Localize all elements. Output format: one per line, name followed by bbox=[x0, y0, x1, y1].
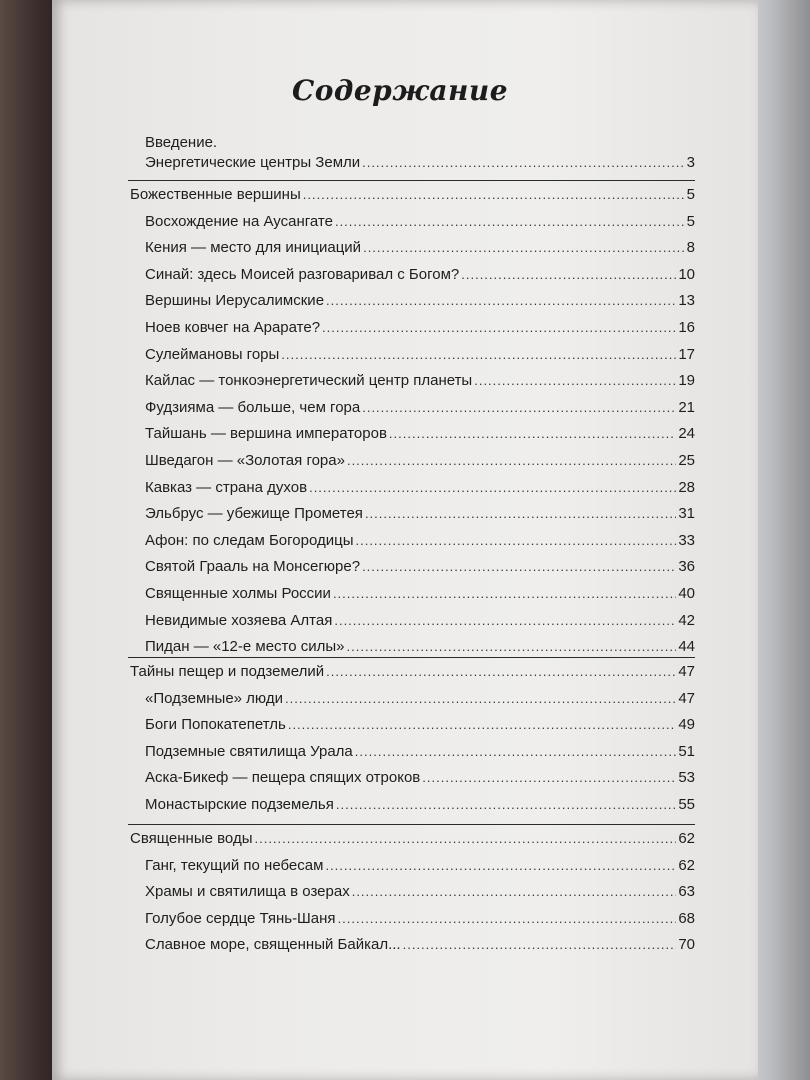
toc-page-number: 42 bbox=[678, 611, 695, 629]
toc-page-number: 31 bbox=[678, 505, 695, 523]
toc-entry-title: Кайлас — тонкоэнергетический центр планеты bbox=[145, 372, 473, 390]
toc-entry[interactable] bbox=[145, 690, 695, 707]
toc-page-number: 24 bbox=[678, 425, 695, 443]
toc-page-number: 51 bbox=[678, 742, 695, 760]
toc-entry[interactable] bbox=[145, 505, 695, 522]
toc-entry-title: Фудзияма — больше, чем гора bbox=[145, 398, 361, 416]
toc-entry[interactable] bbox=[145, 319, 695, 336]
toc-entry-title: Голубое сердце Тянь-Шаня bbox=[145, 909, 336, 927]
toc-page-number: 55 bbox=[678, 796, 695, 813]
dot-leader bbox=[303, 187, 685, 202]
toc-entry[interactable] bbox=[145, 796, 695, 813]
toc-page-number: 63 bbox=[678, 883, 695, 901]
toc-page-number: 53 bbox=[678, 769, 695, 787]
toc-page-number: 33 bbox=[678, 531, 695, 549]
toc-entry-title: Ганг, текущий по небесам bbox=[145, 856, 324, 874]
toc-entry-title: Боги Попокатепетль bbox=[145, 716, 286, 734]
toc-entry[interactable] bbox=[145, 910, 695, 927]
dot-leader bbox=[355, 744, 677, 759]
toc-entry[interactable] bbox=[145, 558, 695, 575]
dot-leader bbox=[285, 691, 676, 706]
dot-leader bbox=[389, 426, 676, 441]
toc-page-number: 10 bbox=[678, 265, 695, 283]
dot-leader bbox=[333, 586, 676, 601]
toc-entry-title: Афон: по следам Богородицы bbox=[145, 531, 354, 549]
toc-entry-title: Ноев ковчег на Арарате? bbox=[145, 319, 321, 336]
toc-entry[interactable] bbox=[145, 716, 695, 733]
dot-leader bbox=[347, 639, 677, 654]
toc-entry-title: Вершины Иерусалимские bbox=[145, 292, 325, 310]
toc-entry-title: Кавказ — страна духов bbox=[145, 478, 308, 496]
toc-entry-title: Священные холмы России bbox=[145, 585, 331, 602]
toc-entry[interactable] bbox=[145, 452, 695, 469]
toc-entry[interactable] bbox=[145, 532, 695, 549]
dot-leader bbox=[254, 831, 676, 846]
toc-entry-title: Божественные вершины bbox=[130, 186, 301, 203]
dot-leader bbox=[336, 797, 676, 812]
toc-page-number: 68 bbox=[678, 909, 695, 927]
toc-entry[interactable] bbox=[145, 346, 695, 363]
bleed-through-text bbox=[632, 30, 792, 130]
toc-entry-title: Храмы и святилища в озерах bbox=[145, 883, 350, 901]
toc-entry-title: Священные воды bbox=[130, 830, 253, 847]
toc-entry-title: Подземные святилища Урала bbox=[145, 742, 353, 760]
dot-leader bbox=[363, 240, 685, 255]
dot-leader bbox=[474, 373, 676, 388]
toc-page-number: 40 bbox=[678, 585, 695, 602]
toc-entry-title: Пидан — «12-е место силы» bbox=[145, 638, 345, 656]
toc-page-number: 5 bbox=[686, 186, 695, 203]
toc-entry-title: Аска-Бикеф — пещера спящих отроков bbox=[145, 769, 421, 787]
toc-section-heading[interactable] bbox=[130, 663, 695, 680]
dot-leader bbox=[334, 613, 676, 628]
toc-page-number: 47 bbox=[678, 689, 695, 707]
toc-entry-title: Тайшань — вершина императоров bbox=[145, 425, 387, 443]
section-divider bbox=[128, 824, 695, 825]
toc-page-number: 25 bbox=[678, 452, 695, 469]
toc-entry-title: Энергетические центры Земли bbox=[145, 154, 361, 171]
toc-entry[interactable] bbox=[145, 292, 695, 309]
toc-entry-title: Сулеймановы горы bbox=[145, 345, 280, 363]
dot-leader bbox=[362, 155, 685, 170]
dot-leader bbox=[338, 911, 677, 926]
toc-page-number: 13 bbox=[678, 292, 695, 310]
toc-entry-title: Шведагон — «Золотая гора» bbox=[145, 452, 345, 469]
toc-page-number: 28 bbox=[678, 478, 695, 496]
dot-leader bbox=[352, 884, 677, 899]
toc-entry[interactable] bbox=[145, 743, 695, 760]
toc-page-number: 5 bbox=[686, 212, 695, 230]
dot-leader bbox=[362, 400, 676, 415]
dot-leader bbox=[322, 320, 676, 335]
toc-page-number: 3 bbox=[686, 154, 695, 171]
page-title: Содержание bbox=[291, 74, 509, 107]
dot-leader bbox=[347, 453, 676, 468]
toc-entry-title: Эльбрус — убежище Прометея bbox=[145, 505, 363, 523]
toc-entry[interactable] bbox=[145, 883, 695, 900]
toc-page-number: 19 bbox=[678, 372, 695, 390]
toc-entry[interactable] bbox=[145, 372, 695, 389]
dot-leader bbox=[422, 770, 676, 785]
dot-leader bbox=[309, 480, 676, 495]
toc-entry[interactable] bbox=[145, 479, 695, 496]
dot-leader bbox=[362, 559, 676, 574]
toc-entry-title: Святой Грааль на Монсегюре? bbox=[145, 558, 361, 576]
toc-entry[interactable] bbox=[145, 213, 695, 230]
toc-entry[interactable] bbox=[145, 425, 695, 442]
dot-leader bbox=[461, 267, 676, 282]
dot-leader bbox=[281, 347, 676, 362]
toc-entry[interactable] bbox=[145, 266, 695, 283]
toc-page-number: 17 bbox=[678, 345, 695, 363]
dot-leader bbox=[403, 937, 677, 952]
dot-leader bbox=[365, 506, 676, 521]
toc-entry[interactable] bbox=[145, 936, 695, 953]
toc-section-heading[interactable] bbox=[130, 186, 695, 203]
toc-page-number: 8 bbox=[686, 239, 695, 257]
dot-leader bbox=[326, 664, 676, 679]
toc-page-number: 62 bbox=[678, 856, 695, 874]
toc-entry[interactable] bbox=[145, 769, 695, 786]
toc-entry[interactable] bbox=[145, 638, 695, 655]
toc-entry[interactable] bbox=[145, 612, 695, 629]
toc-entry-title: Славное море, священный Байкал... bbox=[145, 936, 401, 954]
toc-entry-title: Монастырские подземелья bbox=[145, 796, 334, 813]
dot-leader bbox=[335, 214, 685, 229]
toc-page-number: 62 bbox=[678, 830, 695, 847]
toc-page-number: 70 bbox=[678, 936, 695, 954]
section-divider bbox=[128, 657, 695, 658]
section-divider bbox=[128, 180, 695, 181]
toc-page-number: 49 bbox=[678, 716, 695, 734]
toc-entry-title: Восхождение на Аусангате bbox=[145, 212, 333, 230]
toc-page-number: 44 bbox=[678, 638, 695, 656]
toc-page-number: 36 bbox=[678, 558, 695, 576]
toc-entry[interactable] bbox=[145, 857, 695, 874]
toc-page-number: 16 bbox=[678, 319, 695, 336]
toc-entry-title: «Подземные» люди bbox=[145, 689, 283, 707]
dot-leader bbox=[288, 717, 676, 732]
toc-entry-title: Невидимые хозяева Алтая bbox=[145, 611, 333, 629]
toc-entry[interactable] bbox=[145, 399, 695, 416]
toc-entry-intro[interactable] bbox=[145, 154, 695, 171]
dot-leader bbox=[325, 858, 676, 873]
intro-heading: Введение. bbox=[145, 134, 218, 151]
dot-leader bbox=[355, 533, 676, 548]
toc-section-heading[interactable] bbox=[130, 830, 695, 847]
toc-entry-title: Синай: здесь Моисей разговаривал с Богом? bbox=[145, 265, 460, 283]
toc-page-number: 21 bbox=[678, 398, 695, 416]
toc-entry-title: Тайны пещер и подземелий bbox=[130, 663, 325, 680]
dot-leader bbox=[326, 293, 676, 308]
toc-entry[interactable] bbox=[145, 585, 695, 602]
toc-page-number: 47 bbox=[678, 663, 695, 680]
toc-entry[interactable] bbox=[145, 239, 695, 256]
toc-entry-title: Кения — место для инициаций bbox=[145, 239, 362, 257]
